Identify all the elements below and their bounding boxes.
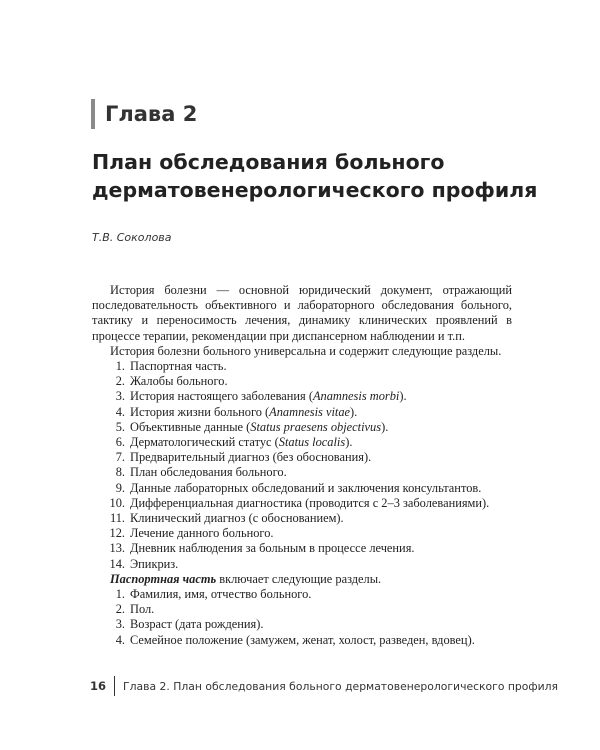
history-sections-list [92, 359, 512, 572]
chapter-title: План обследования больного дерматовенерологического профиля [92, 150, 538, 202]
page-number: 16 [90, 679, 107, 693]
list-item [92, 617, 512, 632]
body-text [92, 283, 512, 648]
list-item-number: 2. [115, 602, 125, 617]
list-item-end: ). [345, 435, 353, 450]
list-item-number: 4. [115, 632, 125, 647]
list-item-text: История жизни больного ( [130, 404, 270, 419]
list-item-text: Эпикриз. [130, 556, 179, 571]
list-item [92, 435, 512, 450]
list-item [92, 450, 512, 465]
list-item-end: ). [350, 404, 358, 419]
list-item-number: 9. [115, 480, 125, 495]
list-item [92, 541, 512, 556]
list-item-number: 6. [115, 435, 125, 450]
list-item [92, 587, 512, 602]
list-item-text: Лечение данного больного. [130, 526, 274, 541]
author: Т.В. Соколова [92, 231, 172, 244]
list-item [92, 602, 512, 617]
chapter-heading [91, 96, 197, 132]
list-item-text: Жалобы больного. [130, 374, 228, 389]
running-title: Глава 2. План обследования больного дерматовенерологического профиля [123, 679, 559, 693]
list-item-number: 13. [109, 541, 125, 556]
chapter-marker-bar [91, 99, 95, 129]
list-item-number: 10. [109, 495, 125, 510]
passport-rest: включает следующие разделы. [216, 571, 382, 586]
sections-intro-paragraph: История болезни больного универсальна и содержит следующие разделы. [110, 343, 502, 358]
list-item-number: 3. [115, 617, 125, 632]
list-item [92, 405, 512, 420]
footer-divider [114, 676, 115, 696]
latin-term: Status localis [278, 435, 346, 450]
list-item-text: Дифференциальная диагностика (проводится с 2–3 заболеваниями). [130, 495, 490, 510]
list-item-number: 14. [109, 556, 125, 571]
list-item-text: Семейное положение (замужем, женат, холост, разведен, вдовец). [130, 632, 475, 647]
list-item [92, 633, 512, 648]
list-item [92, 511, 512, 526]
latin-term: Anamnesis vitae [269, 404, 351, 419]
passport-term: Паспортная часть [110, 571, 217, 586]
latin-term: Anamnesis morbi [312, 389, 400, 404]
intro-paragraph: История болезни — основной юридический документ, отражающий последовательность объективного и лабораторного обследования больного, тактику и переносимость лечения, динамику клинических проявлений в процессе терапии, рекомендации при диспансерном наблюдении и т.п. [92, 283, 512, 343]
latin-term: Status praesens objectivus [250, 419, 382, 434]
list-item-text: Возраст (дата рождения). [130, 617, 264, 632]
list-item-number: 8. [115, 465, 125, 480]
list-item-end: ). [381, 419, 389, 434]
list-item-text: История настоящего заболевания ( [130, 389, 313, 404]
list-item [92, 526, 512, 541]
list-item-text: Фамилия, имя, отчество больного. [130, 587, 312, 602]
list-item-text: Дневник наблюдения за больным в процессе лечения. [130, 541, 415, 556]
list-item-end: ). [399, 389, 407, 404]
list-item-number: 1. [115, 359, 125, 374]
list-item-number: 5. [115, 419, 125, 434]
list-item-text: Дерматологический статус ( [130, 435, 279, 450]
list-item [92, 496, 512, 511]
page-footer [90, 676, 558, 696]
list-item-text: Объективные данные ( [130, 419, 251, 434]
passport-paragraph [92, 572, 512, 587]
list-item-text: Паспортная часть. [130, 359, 227, 374]
list-item [92, 389, 512, 404]
list-item-text: Предварительный диагноз (без обоснования). [130, 450, 372, 465]
list-item [92, 557, 512, 572]
list-item [92, 374, 512, 389]
passport-items-list [92, 587, 512, 648]
list-item-number: 4. [115, 404, 125, 419]
list-item-number: 12. [109, 526, 125, 541]
list-item-text: Данные лабораторных обследований и заключения консультантов. [130, 480, 482, 495]
list-item-number: 2. [115, 374, 125, 389]
chapter-label: Глава 2 [105, 102, 198, 126]
list-item [92, 481, 512, 496]
list-item [92, 420, 512, 435]
list-item-number: 11. [109, 511, 125, 526]
list-item [92, 359, 512, 374]
list-item-number: 7. [115, 450, 125, 465]
list-item-number: 3. [115, 389, 125, 404]
list-item [92, 465, 512, 480]
list-item-text: Клинический диагноз (с обоснованием). [130, 511, 344, 526]
list-item-text: Пол. [130, 602, 155, 617]
list-item-text: План обследования больного. [130, 465, 287, 480]
list-item-number: 1. [115, 587, 125, 602]
